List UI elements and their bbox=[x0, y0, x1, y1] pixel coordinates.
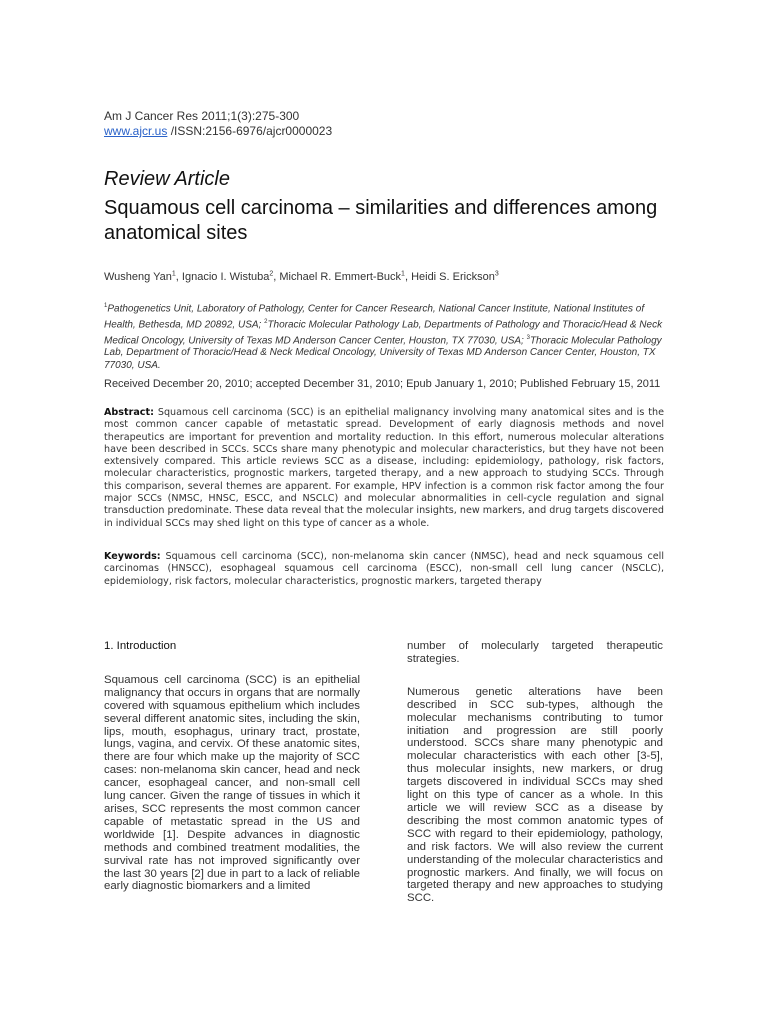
affiliations: $^1$Pathogenetics Unit, Laboratory of Pathology, Center for Cancer Research, National Cancer Institute, National Institutes of Health, Bethesda, MD 20892, USA; $^2$Thoracic Molecular Pathology Lab, Departments of Pathology and Thoracic/Head & Neck Medical Oncology, University of Texas MD Anderson Cancer Center, Houston, TX 77030, USA; $^3$Thoracic Molecular Pathology Lab, Department of Thoracic/Head & Neck Medical Oncology, University of Texas MD Anderson Cancer Center, Houston, TX 77030, USA. bbox=[104, 303, 663, 371]
author: Wusheng Yan$^1$, bbox=[104, 270, 182, 283]
affiliation: Thoracic Molecular Pathology Lab, Department of Thoracic/Head & Neck Medical Oncology, University of Texas MD Anderson Cancer Center, Houston, TX 77030, USA. bbox=[104, 334, 662, 371]
abstract-text: Squamous cell carcinoma (SCC) is an epithelial malignancy involving many anatomical sites and is the most common cancer capable of metastatic spread. Development of early diagnosis methods and novel therapeutics are important for prevention and mortality reduction. In this effort, numerous molecular alterations have been described in SCCs. SCCs share many phenotypic and molecular characteristics, but they have not been extensively compared. This article reviews SCC as a disease, including: epidemiology, pathology, risk factors, molecular characteristics, prognostic markers, targeted therapy, and a new approach to studying SCCs. Through this comparison, several themes are apparent. For example, HPV infection is a common risk factor among the four major SCCs (NMSC, HNSC, ESCC, and NSCLC) and molecular abnormalities in cell-cycle regulation and signal transduction predominate. These data reveal that the molecular insights, new markers, and drug targets discovered in individual SCCs may shed light on this type of cancer as a whole. bbox=[104, 407, 664, 529]
article-type-label: Review Article bbox=[104, 168, 230, 190]
abstract-label: Abstract: bbox=[104, 407, 154, 418]
section-heading: 1. Introduction bbox=[104, 640, 177, 652]
paragraph: number of molecularly targeted therapeutic strategies. bbox=[407, 640, 663, 665]
author-list bbox=[104, 270, 499, 283]
keywords bbox=[104, 551, 664, 588]
author: Michael R. Emmert-Buck$^1$, bbox=[279, 270, 412, 283]
issn: /ISSN:2156-6976/ajcr0000023 bbox=[170, 124, 333, 138]
affiliation: Pathogenetics Unit, Laboratory of Pathology, Center for Cancer Research, National Cancer Institute, National Institutes of Health, Bethesda, MD 20892, USA; bbox=[104, 303, 645, 331]
citation: Am J Cancer Res 2011;1(3):275-300 bbox=[104, 109, 300, 123]
affiliation: Thoracic Molecular Pathology Lab, Departments of Pathology and Thoracic/Head & Neck Medical Oncology, University of Texas MD Anderson Cancer Center, Houston, TX 77030, USA; bbox=[104, 319, 663, 346]
author: Ignacio I. Wistuba$^2$, bbox=[181, 270, 280, 283]
paragraph: Numerous genetic alterations have been described in SCC sub-types, although the molecular mechanisms contributing to tumor initiation and progression are still poorly understood. SCCs share many phenotypic and molecular characteristics with each other [3-5], thus molecular insights, new markers, or drug targets discovered in individual SCCs may shed light on this type of cancer as a whole. In this article we will review SCC as a disease by describing the most common anatomic types of SCC with regard to their epidemiology, pathology, and risk factors. We will also review the current understanding of the molecular characteristics and prognostic markers. And finally, we will focus on targeted therapy and new approaches to studying SCC. bbox=[407, 685, 663, 905]
body-column-left bbox=[104, 640, 360, 913]
url-line bbox=[104, 124, 332, 139]
publication-dates: Received December 20, 2010; accepted December 31, 2010; Epub January 1, 2010; Published February 15, 2011 bbox=[104, 378, 661, 390]
keywords-label: Keywords: bbox=[104, 551, 161, 562]
journal-header bbox=[104, 109, 332, 139]
keywords-text: Squamous cell carcinoma (SCC), non-melanoma skin cancer (NMSC), head and neck squamous cell carcinomas (HNSCC), esophageal squamous cell carcinoma (ESCC), non-small cell lung cancer (NSCLC), epidemiology, risk factors, molecular characteristics, prognostic markers, targeted therapy bbox=[104, 551, 664, 587]
author: Heidi S. Erickson$^3$ bbox=[411, 270, 499, 283]
abstract bbox=[104, 407, 664, 530]
body-column-right bbox=[407, 640, 663, 925]
paragraph: Squamous cell carcinoma (SCC) is an epithelial malignancy that occurs in organs that are normally covered with squamous epithelium which includes several different anatomic sites, including the skin, lips, mouth, esophagus, urinary tract, prostate, lungs, vagina, and cervix. Of these anatomic sites, there are four which make up the majority of SCC cases: non-melanoma skin cancer, head and neck cancer, esophageal cancer, and non-small cell lung cancer. Given the range of tissues in which it arises, SCC represents the most common cancer capable of metastatic spread in the US and worldwide [1]. Despite advances in diagnostic methods and combined treatment modalities, the survival rate has not improved significantly over the last 30 years [2] due in part to a lack of reliable early diagnostic biomarkers and a limited bbox=[104, 673, 360, 893]
journal-link[interactable]: www.ajcr.us bbox=[104, 124, 168, 138]
article-title: Squamous cell carcinoma – similarities and differences among anatomical sites bbox=[104, 197, 658, 244]
